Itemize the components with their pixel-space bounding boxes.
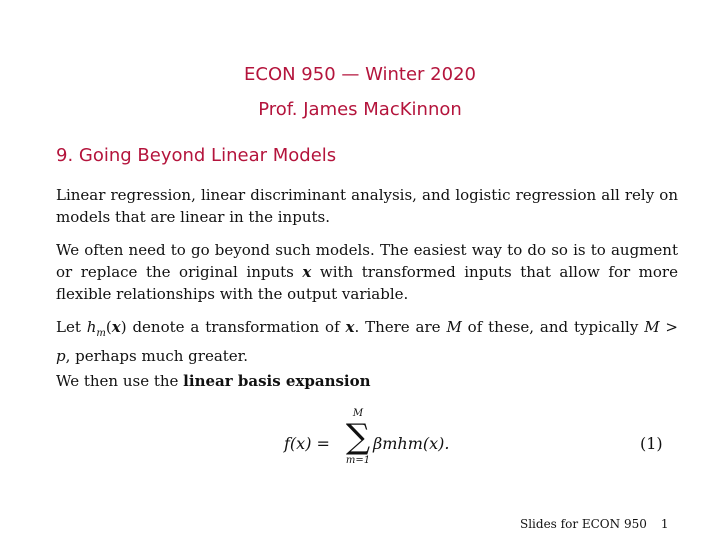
paragraph-2-text-b: with transformed inputs that allow for more flexible relationships with the output variable. — [56, 263, 678, 303]
math-x: x — [111, 318, 121, 336]
paragraph-3-text-e: , perhaps much greater. — [65, 347, 248, 365]
paragraph-1: Linear regression, linear discriminant analysis, and logistic regression all rely on models that are linear in the inputs. — [56, 186, 678, 226]
math-h: h — [86, 318, 97, 336]
paragraph-3-text-c: . There are — [354, 318, 447, 336]
footer — [520, 517, 669, 531]
paragraph-4-text-a: We then use the — [56, 372, 184, 390]
math-close-paren: ) — [120, 318, 127, 336]
equation-lhs: f(x) = — [284, 434, 330, 453]
math-x: x — [302, 263, 312, 281]
linear-basis-expansion-term: linear basis expansion — [183, 372, 371, 390]
sum-sign: ∑ — [345, 417, 371, 457]
footer-text: Slides for ECON 950 — [520, 517, 647, 531]
paragraph-3 — [56, 316, 678, 367]
paragraph-3-text-d: of these, and typically — [461, 318, 645, 336]
section-title: 9. Going Beyond Linear Models — [56, 145, 337, 166]
page-number: 1 — [660, 517, 669, 531]
math-M-gt-p: M > p — [56, 318, 678, 365]
equation-rhs: βmhm(x). — [373, 434, 450, 453]
math-open-paren: ( — [105, 318, 112, 336]
course-title: ECON 950 — Winter 2020 — [244, 64, 476, 85]
paragraph-4 — [56, 370, 678, 392]
summation — [338, 408, 378, 468]
sum-lower-limit: m=1 — [345, 455, 371, 466]
paragraph-3-text-a: Let — [56, 318, 87, 336]
instructor-name: Prof. James MacKinnon — [258, 99, 462, 120]
paragraph-3-text-b: denote a transformation of — [126, 318, 346, 336]
paragraph-2 — [56, 239, 678, 305]
equation-number: (1) — [640, 434, 663, 453]
paragraph-2-text-a: We often need to go beyond such models. The easiest way to do so is to augment or replace the original inputs — [56, 241, 678, 281]
sum-upper-limit: M — [352, 408, 364, 419]
math-x: x — [345, 318, 355, 336]
equation-1 — [0, 408, 720, 478]
math-M: M — [446, 318, 462, 336]
math-sub-m: m — [96, 328, 106, 339]
